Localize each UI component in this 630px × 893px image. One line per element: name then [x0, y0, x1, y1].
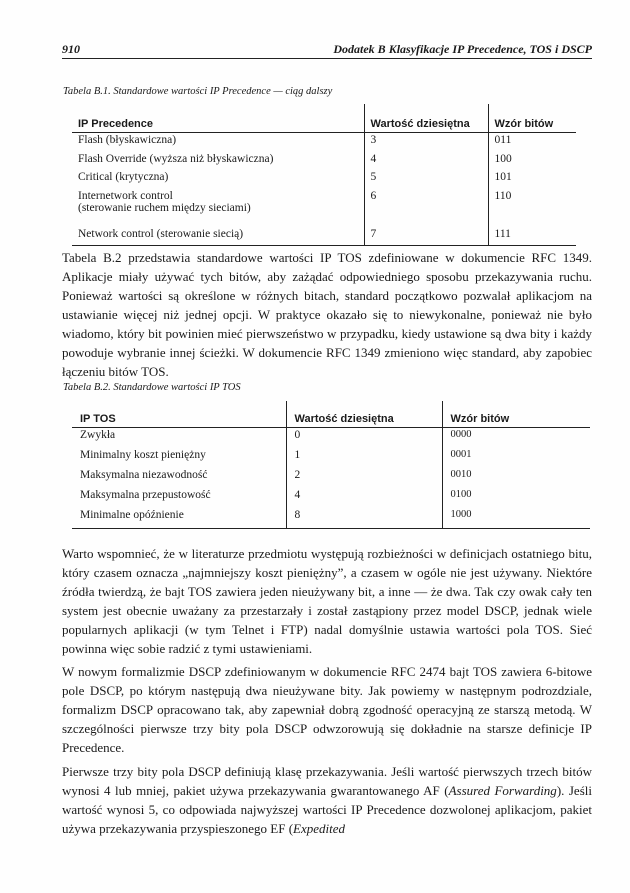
column-header: IP TOS — [72, 401, 286, 428]
table-cell: 3 — [364, 133, 488, 152]
table-row — [72, 468, 590, 488]
paragraph — [62, 762, 592, 838]
paragraph: Warto wspomnieć, że w literaturze przedmiotu występują rozbieżności w definicjach ostatniego bitu, który czasem oznacza „najmniejszy koszt pieniężny”, a czasem w ogóle nie jest używany. Niektóre źródła twierdzą, że bajt TOS zawiera jeden nieużywany bit, a inne — że dwa. Tak czy owak cały ten system jest obecnie uważany za przestarzały i został zastąpiony przez model DSCP, jednak wiele popularnych aplikacji (w tym Telnet i FTP) nadal domyślnie ustawia wartości pola TOS. Sieć powinna więc sobie radzić z tymi ustawieniami. — [62, 546, 592, 656]
table-row — [72, 488, 590, 508]
table-cell: 7 — [364, 227, 488, 246]
table-cell: 1 — [286, 448, 442, 468]
table-cell: 011 — [488, 133, 576, 152]
italic-term: Assured Forwarding — [448, 783, 557, 798]
cell-line: Internetwork control — [78, 189, 173, 202]
table-cell: 0010 — [442, 468, 590, 488]
table-row — [72, 133, 576, 152]
table-cell: Flash Override (wyższa niż błyskawiczna) — [78, 152, 274, 165]
table-cell: Network control (sterowanie siecią) — [72, 227, 364, 246]
page-number: 910 — [62, 42, 80, 56]
table-cell: 0 — [286, 428, 442, 449]
table1-caption: Tabela B.1. Standardowe wartości IP Precedence — ciąg dalszy — [63, 86, 333, 97]
table-cell: 4 — [286, 488, 442, 508]
page-header — [62, 42, 592, 59]
table-header-row — [72, 104, 576, 133]
table-cell: 0000 — [442, 428, 590, 449]
table-row — [72, 448, 590, 468]
ip-precedence-table — [72, 104, 576, 246]
column-header: IP Precedence — [72, 104, 364, 133]
table-cell: Zwykła — [80, 429, 116, 441]
cell-line: (sterowanie ruchem między sieciami) — [78, 201, 251, 214]
table-cell: 110 — [488, 189, 576, 227]
table-cell: Flash (błyskawiczna) — [78, 134, 177, 146]
table-row — [72, 227, 576, 246]
table-header-row — [72, 401, 590, 428]
paragraph: W nowym formalizmie DSCP zdefiniowanym w dokumencie RFC 2474 bajt TOS zawiera 6-bitowe pole DSCP, po którym następują dwa nieużywane bity. Jak powiemy w następnym podrozdziale, formalizm DSCP opracowano tak, aby zapewniał dobrą zgodność operacyjną ze starszą metodą. W szczególności pierwsze trzy bity pola DSCP odwzorowują się dokładnie na starsze definicje IP Precedence. — [62, 664, 592, 755]
column-header: Wzór bitów — [442, 401, 590, 428]
table-cell: 6 — [364, 189, 488, 227]
table-row — [72, 428, 590, 449]
paragraph: Tabela B.2 przedstawia standardowe wartości IP TOS zdefiniowane w dokumencie RFC 1349. Aplikacje miały używać tych bitów, aby zażądać odpowiedniego sposobu przekazywania ruchu. Ponieważ wartości są określone w różnych bitach, standard początkowo pozwalał aplikacjom na ustawianie więcej niż jednej opcji. W praktyce okazało się to niewykonalne, ponieważ nie było wiadomo, który bit powinien mieć pierwszeństwo w przypadku, kiedy ustawione są dwa bity i każdy powoduje wybranie innej ścieżki. W dokumencie RFC 1349 zmieniono więc standard, aby zapobiec łączeniu bitów TOS. — [62, 250, 592, 379]
table-cell: 0100 — [442, 488, 590, 508]
table-cell: 100 — [488, 152, 576, 171]
table-cell: Maksymalna niezawodność — [80, 469, 208, 481]
text-run: Pierwsze trzy bity pola DSCP definiują klasę przekazywania. Jeśli wartość pierwszych trzech bitów wynosi 4 lub mniej, pakiet używa przekazywania gwarantowanego AF ( — [62, 764, 592, 798]
table-cell: 101 — [488, 170, 576, 189]
column-header: Wartość dziesiętna — [364, 104, 488, 133]
table2-caption: Tabela B.2. Standardowe wartości IP TOS — [63, 382, 241, 393]
table-cell: 5 — [364, 170, 488, 189]
ip-tos-table — [72, 401, 590, 529]
table-row — [72, 189, 576, 227]
running-title: Dodatek B Klasyfikacje IP Precedence, TOS i DSCP — [333, 42, 592, 56]
table-cell: 111 — [488, 227, 576, 246]
table-cell: Maksymalna przepustowość — [80, 489, 211, 501]
italic-term: Expedited — [293, 821, 346, 836]
table-row — [72, 152, 576, 171]
table-row — [72, 170, 576, 189]
table-cell: 1000 — [442, 508, 590, 529]
column-header: Wartość dziesiętna — [286, 401, 442, 428]
table-cell: Critical (krytyczna) — [78, 171, 169, 183]
table-cell: Minimalny koszt pieniężny — [80, 449, 206, 461]
text-run: ). Jeśli wartość wynosi 5, co odpowiada najwyższej wartości IP Precedence dozwolonej aplikacjom, pakiet używa przekazywania przyspieszonego EF ( — [62, 783, 592, 836]
column-header: Wzór bitów — [488, 104, 576, 133]
table-row — [72, 508, 590, 529]
table-cell — [72, 189, 364, 227]
table-cell: Minimalne opóźnienie — [72, 508, 286, 529]
table-cell: 4 — [364, 152, 488, 171]
table-cell: 8 — [286, 508, 442, 529]
table-cell: 0001 — [442, 448, 590, 468]
table-cell: 2 — [286, 468, 442, 488]
